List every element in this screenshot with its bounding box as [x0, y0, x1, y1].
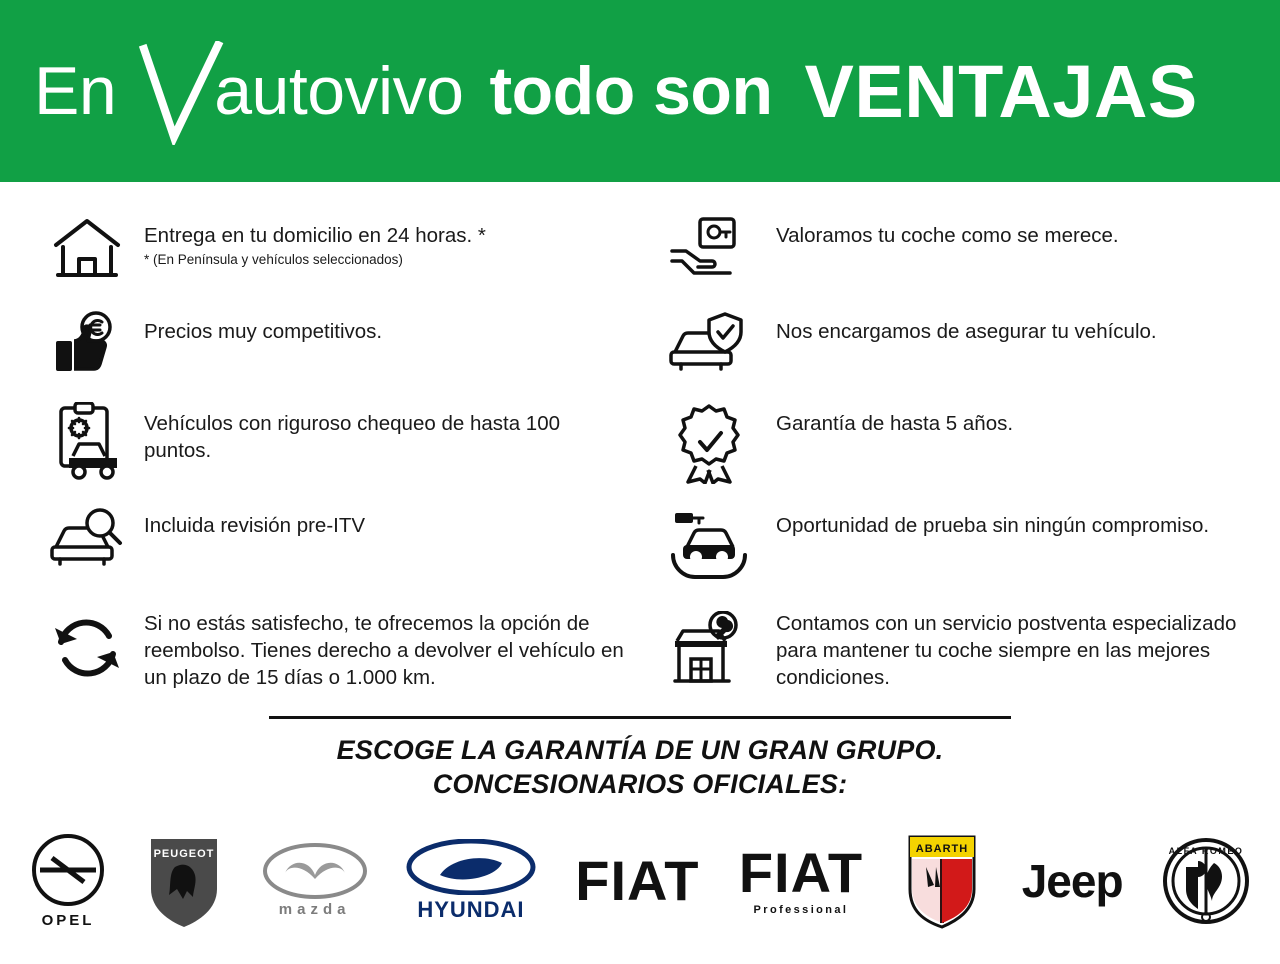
fiat-professional-sub: Professional	[753, 904, 849, 917]
benefit-main-text: Entrega en tu domicilio en 24 horas. *	[144, 224, 486, 247]
fiat-caption: FIAT	[575, 848, 700, 912]
benefit-item	[654, 498, 1280, 590]
benefit-text	[132, 208, 486, 269]
benefit-item	[42, 304, 640, 390]
hyundai-logo	[406, 826, 536, 936]
opel-caption: OPEL	[41, 912, 95, 930]
brand-logos-row	[0, 802, 1280, 936]
header-word-todo: todo son	[489, 53, 773, 129]
header-banner	[0, 0, 1280, 182]
benefit-item	[42, 208, 640, 298]
refund-loop-arrow-icon	[42, 596, 132, 700]
benefit-item	[42, 596, 640, 700]
handshake-car-key-icon	[654, 208, 764, 288]
header-word-ventajas: VENTAJAS	[804, 49, 1198, 133]
car-in-hands-icon	[654, 498, 764, 594]
svg-text:ALFA ROMEO: ALFA ROMEO	[1168, 845, 1244, 856]
workshop-store-icon	[654, 596, 764, 700]
benefit-text: Incluida revisión pre-ITV	[144, 514, 366, 537]
footer-title-line1: ESCOGE LA GARANTÍA DE UN GRAN GRUPO.	[336, 735, 944, 765]
thumbs-up-euro-icon	[42, 304, 132, 384]
benefits-section	[0, 182, 1280, 706]
fiat-professional-caption: FIAT	[738, 841, 864, 905]
abarth-logo	[902, 826, 982, 936]
alfa-romeo-logo	[1162, 826, 1250, 936]
benefit-text: Garantía de hasta 5 años.	[776, 412, 1014, 435]
peugeot-logo	[145, 826, 223, 936]
mazda-caption: mazda	[278, 901, 351, 919]
opel-logo	[30, 826, 106, 936]
fiat-logo	[575, 826, 699, 936]
benefit-text: Oportunidad de prueba sin ningún compromiso.	[776, 514, 1210, 537]
benefit-text: Valoramos tu coche como se merece.	[776, 224, 1119, 247]
mazda-logo	[263, 826, 367, 936]
benefit-item	[42, 396, 640, 492]
benefit-text: Vehículos con riguroso chequeo de hasta 100 puntos.	[144, 412, 560, 463]
header-brand: autovivo	[214, 53, 464, 129]
fiat-professional-logo	[739, 826, 863, 936]
car-magnifier-icon	[42, 498, 132, 578]
award-badge-check-icon	[654, 396, 764, 492]
benefit-item	[654, 596, 1280, 700]
benefit-note: * (En Península y vehículos seleccionados)	[144, 252, 403, 268]
jeep-logo	[1022, 826, 1123, 936]
footer-title-line2: CONCESIONARIOS OFICIALES:	[432, 769, 848, 800]
benefit-item	[654, 304, 1280, 390]
benefit-text: Precios muy competitivos.	[144, 320, 383, 343]
header-word-en: En	[34, 53, 117, 129]
footer-divider	[269, 716, 1011, 719]
car-shield-icon	[654, 304, 764, 384]
benefit-item	[654, 396, 1280, 492]
svg-text:ABARTH: ABARTH	[916, 842, 969, 855]
svg-text:PEUGEOT: PEUGEOT	[153, 847, 215, 860]
hyundai-caption: HYUNDAI	[417, 896, 525, 922]
clipboard-car-check-icon	[42, 396, 132, 492]
benefit-text: Si no estás satisfecho, te ofrecemos la opción de reembolso. Tienes derecho a devolver el vehículo en un plazo de 15 días o 1.000 km.	[144, 612, 624, 690]
header-headline	[34, 41, 1198, 141]
benefit-text: Contamos con un servicio postventa especializado para mantener tu coche siempre en las mejores condiciones.	[776, 612, 1237, 690]
footer-title	[0, 733, 1280, 802]
benefit-item	[42, 498, 640, 590]
benefit-item	[654, 208, 1280, 298]
check-mark-icon	[138, 41, 224, 141]
benefit-text: Nos encargamos de asegurar tu vehículo.	[776, 320, 1157, 343]
home-icon	[42, 208, 132, 288]
benefits-column-right	[640, 208, 1280, 706]
benefits-column-left	[0, 208, 640, 706]
jeep-caption: Jeep	[1021, 854, 1123, 907]
